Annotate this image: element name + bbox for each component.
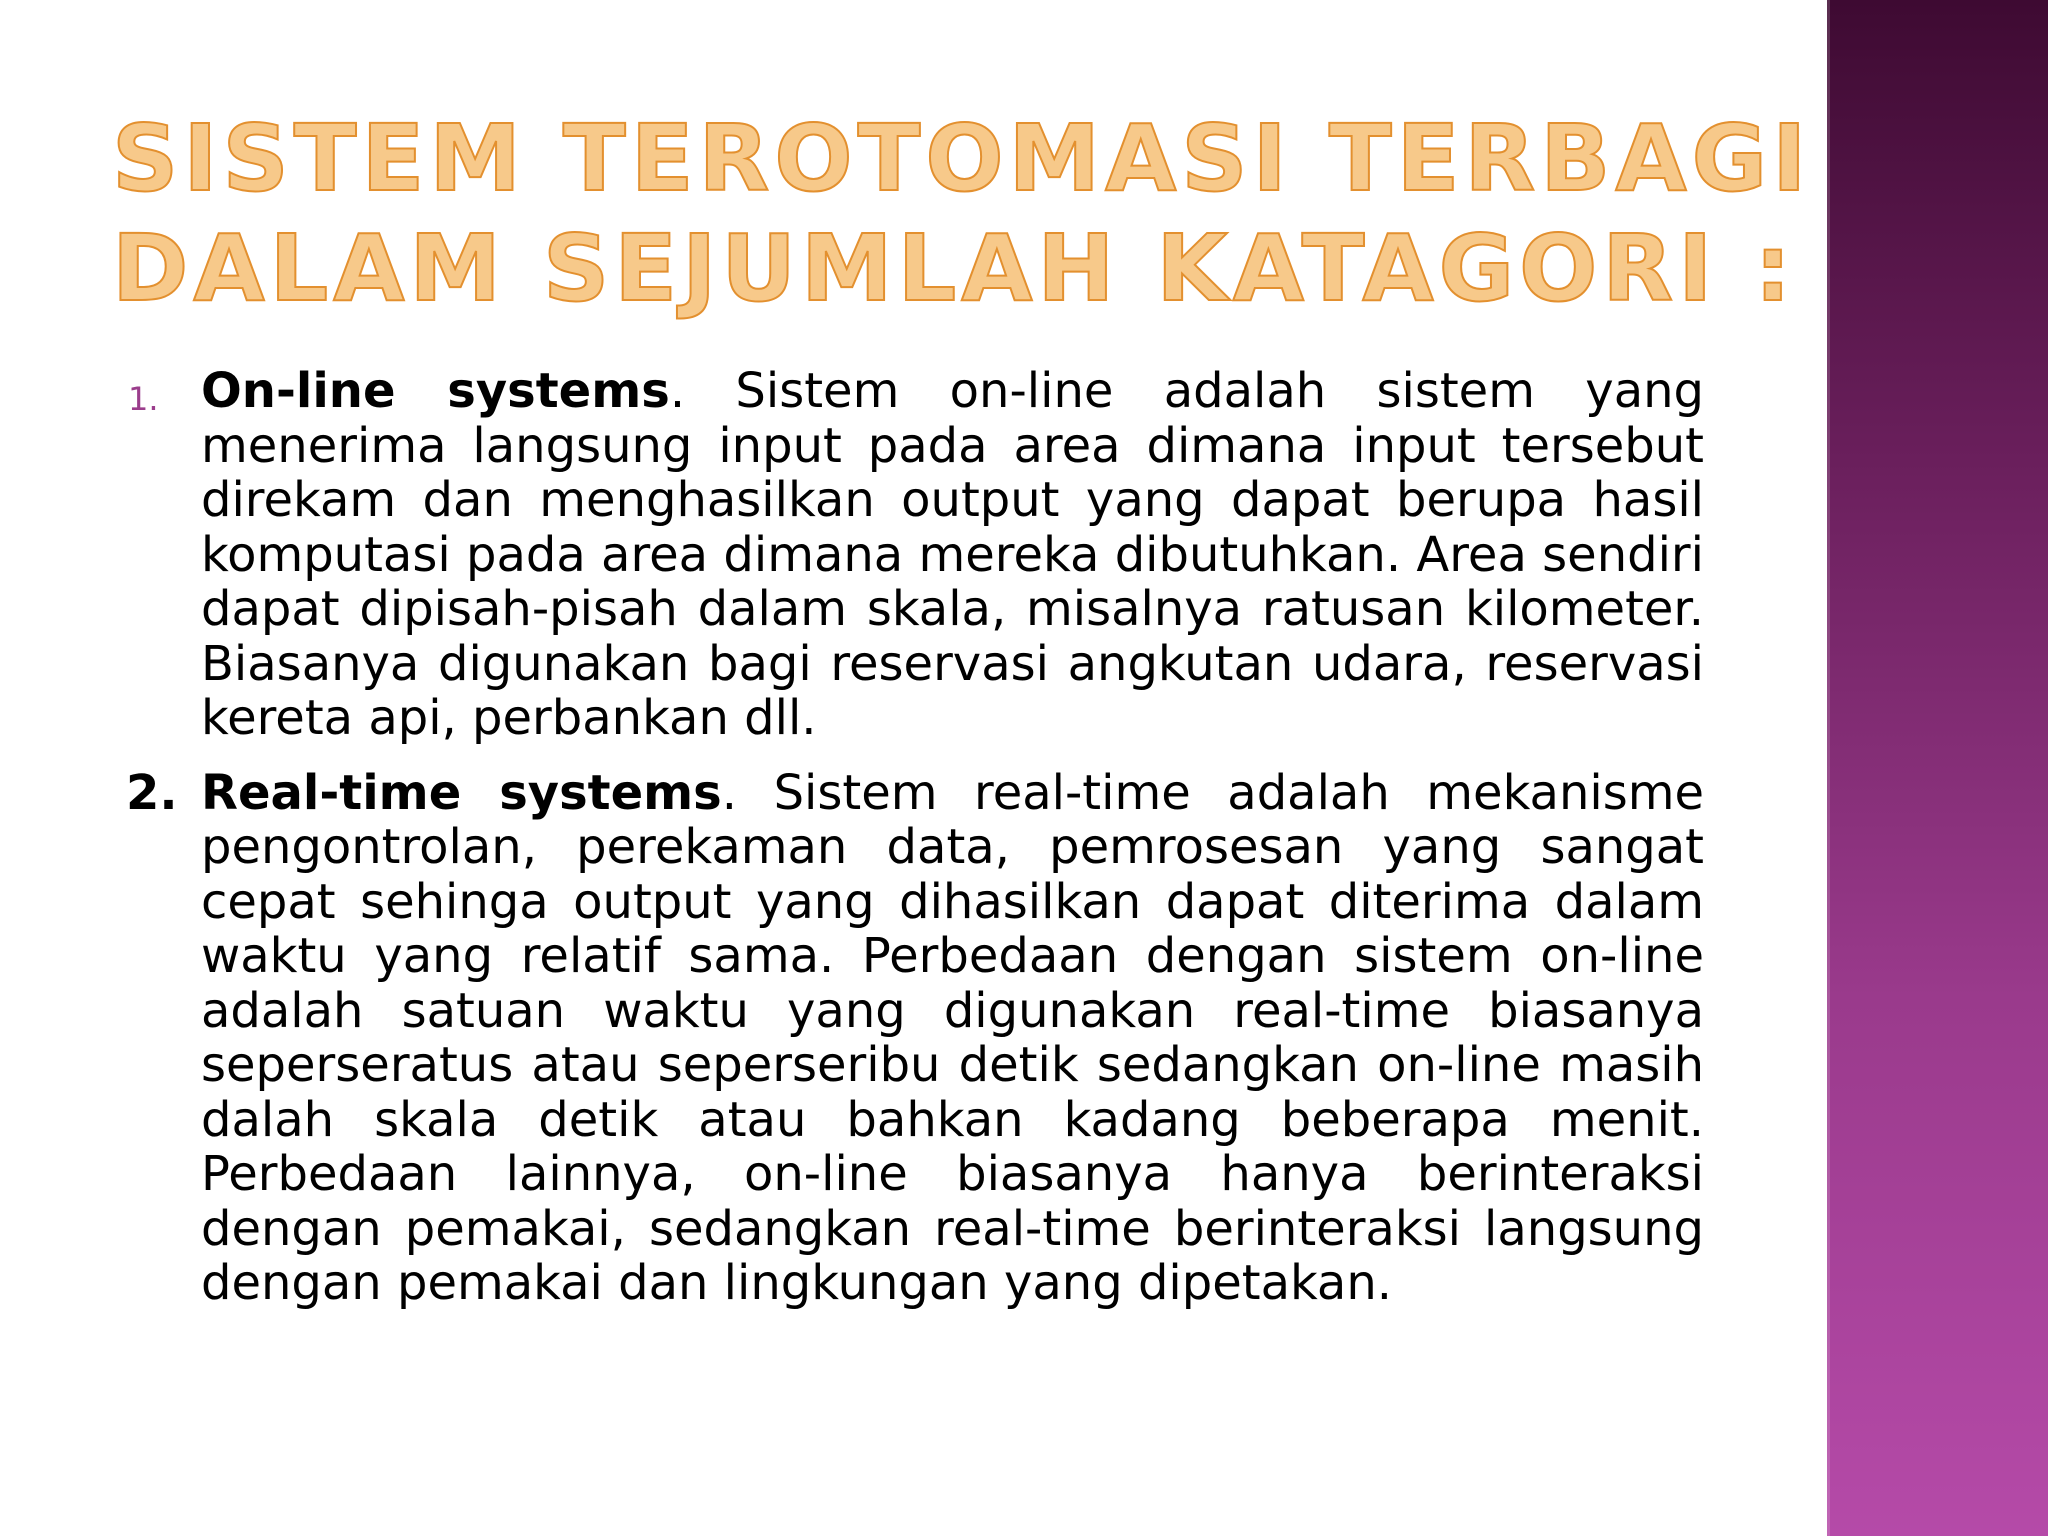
slide-title-line-1: SISTEM TEROTOMASI TERBAGI: [112, 105, 1812, 212]
term-realtime-systems: Real-time systems: [201, 764, 722, 821]
list-number: 2.: [126, 764, 178, 821]
term-period: .: [721, 764, 738, 821]
slide-title: [112, 104, 1812, 324]
slide-title-line-2: DALAM SEJUMLAH KATAGORI :: [112, 215, 1797, 322]
description-online-systems: Sistem on-line adalah sistem yang menerima langsung input pada area dimana input tersebut direkam dan menghasilkan output yang dapat berupa hasil komputasi pada area dimana mereka dibutuhkan. Area sendiri dapat dipisah-pisah dalam skala, misalnya ratusan kilometer. Biasanya digunakan bagi reservasi angkutan udara, reservasi kereta api, perbankan dll.: [201, 363, 1704, 746]
numbered-list: [120, 364, 1704, 1331]
description-realtime-systems: Sistem real-time adalah mekanisme pengontrolan, perekaman data, pemrosesan yang sangat cepat sehinga output yang dihasilkan dapat diterima dalam waktu yang relatif sama. Perbedaan dengan sistem on-line adalah satuan waktu yang digunakan real-time biasanya seperseratus atau seperseribu detik sedangkan on-line masih dalah skala detik atau bahkan kadang beberapa menit. Perbedaan lainnya, on-line biasanya hanya berinteraksi dengan pemakai, sedangkan real-time berinteraksi langsung dengan pemakai dan lingkungan yang dipetakan.: [201, 764, 1705, 1311]
list-item-online-systems: [120, 364, 1704, 746]
list-number: 1.: [128, 380, 159, 418]
decorative-side-band: [1827, 0, 2048, 1536]
list-item-realtime-systems: [120, 766, 1704, 1311]
term-period: .: [669, 363, 686, 419]
term-online-systems: On-line systems: [201, 363, 670, 419]
